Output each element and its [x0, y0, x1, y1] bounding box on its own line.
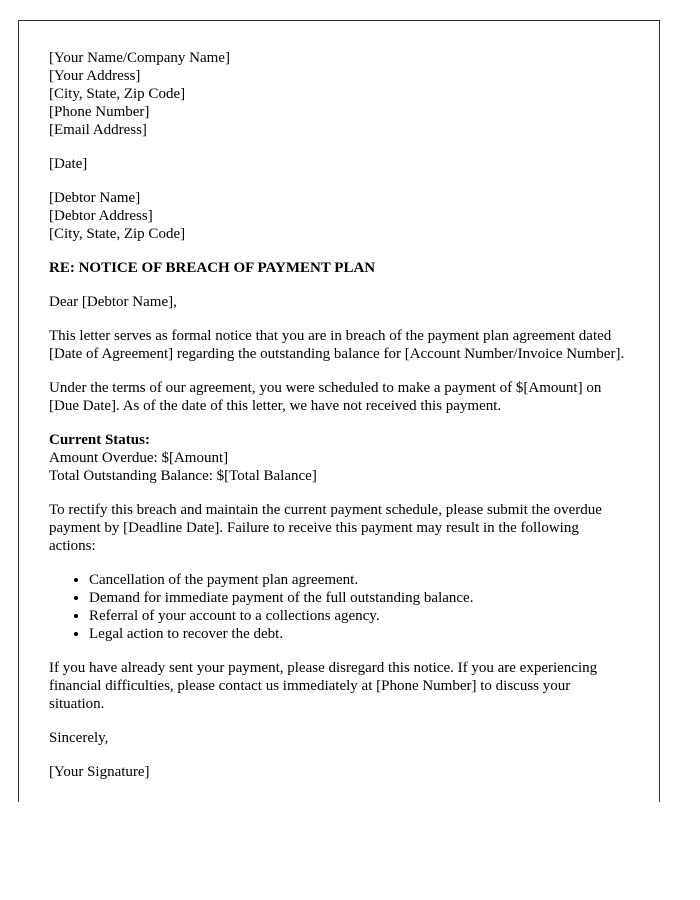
signoff: Sincerely, [49, 730, 109, 746]
date-block [49, 155, 629, 173]
rectify-paragraph: To rectify this breach and maintain the current payment schedule, please submit the overdue payment by [Deadline Date]. Failure to receive this payment may result in the following actions: [49, 502, 602, 554]
list-item: • Cancellation of the payment plan agreement. [89, 571, 629, 589]
actions-list [49, 571, 629, 643]
subject-line: RE: NOTICE OF BREACH OF PAYMENT PLAN [49, 260, 376, 276]
letter-date: [Date] [49, 156, 88, 172]
recipient-name: [Debtor Name] [49, 190, 141, 206]
signature-placeholder: [Your Signature] [49, 764, 150, 780]
status-title: Current Status: [49, 432, 150, 448]
sender-name: [Your Name/Company Name] [49, 50, 230, 66]
salutation: Dear [Debtor Name], [49, 294, 177, 310]
recipient-city-state-zip: [City, State, Zip Code] [49, 226, 186, 242]
sender-block [49, 49, 629, 139]
sender-email: [Email Address] [49, 122, 147, 138]
sender-address: [Your Address] [49, 68, 141, 84]
amount-overdue: Amount Overdue: $[Amount] [49, 450, 229, 466]
recipient-block [49, 189, 629, 243]
recipient-address: [Debtor Address] [49, 208, 153, 224]
intro-paragraph: This letter serves as formal notice that you are in breach of the payment plan agreement dated [Date of Agreement] regarding the outstanding balance for [Account Number/Invoice Number]. [49, 328, 625, 362]
total-outstanding-balance: Total Outstanding Balance: $[Total Balance] [49, 468, 317, 484]
list-item: • Legal action to recover the debt. [89, 625, 629, 643]
sender-phone: [Phone Number] [49, 104, 150, 120]
sender-city-state-zip: [City, State, Zip Code] [49, 86, 186, 102]
terms-paragraph: Under the terms of our agreement, you were scheduled to make a payment of $[Amount] on [Due Date]. As of the date of this letter, we have not received this payment. [49, 380, 602, 414]
list-item: • Demand for immediate payment of the full outstanding balance. [89, 589, 629, 607]
current-status-block [49, 431, 629, 485]
list-item: • Referral of your account to a collections agency. [89, 607, 629, 625]
letter-page [18, 20, 660, 802]
closing-paragraph: If you have already sent your payment, please disregard this notice. If you are experiencing financial difficulties, please contact us immediately at [Phone Number] to discuss your situation. [49, 660, 598, 712]
